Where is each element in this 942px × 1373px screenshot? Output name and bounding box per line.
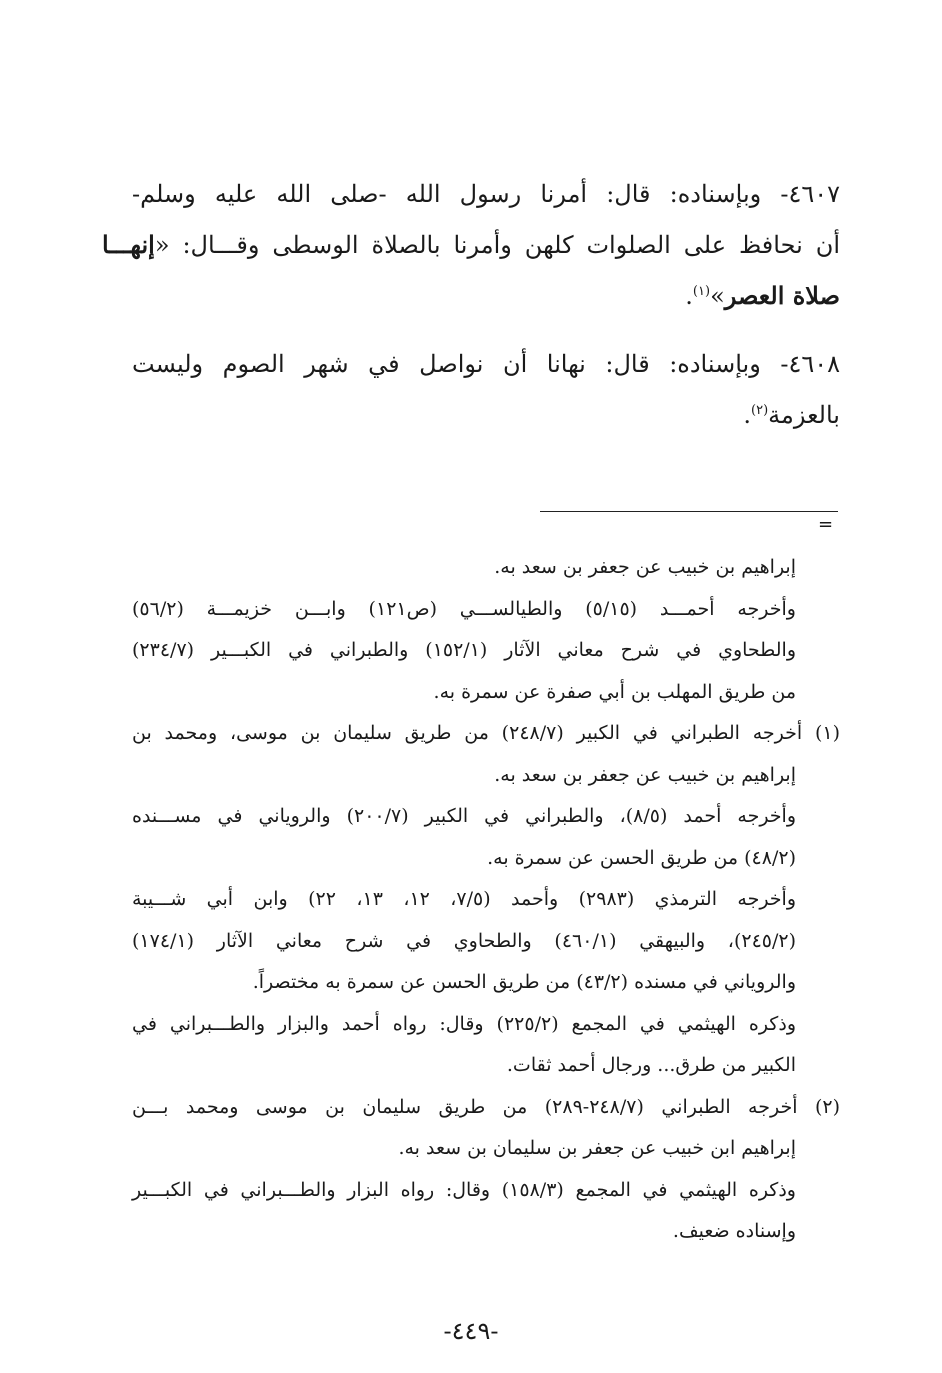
hadith-4607-quote-end: صلاة العصر <box>724 281 840 310</box>
hadith-4607-quote-start: إنهـــا <box>102 230 155 259</box>
hadith-4608-line-2 <box>743 401 840 429</box>
footnote-1-line-1: (١) أخرجه الطبراني في الكبير (٢٤٨/٧) من طريق سليمان بن موسى، ومحمد بن <box>132 722 841 744</box>
footnote-ref-2: (٢) <box>751 403 769 418</box>
footnote-continuation-marker: = <box>818 514 834 535</box>
footnote-1-line-5: وأخرجه الترمذي (٢٩٨٣) وأحمد (٧/٥، ١٢، ١٣، ٢٢) وابن أبي شـــيبة <box>132 888 797 910</box>
footnote-cont-line-2: وأخرجه أحمـــد (٥/١٥) والطيالســـي (ص١٢١) وابـــن خزيمـــة (٥٦/٢) <box>132 598 796 620</box>
footnote-2-line-1: (٢) أخرجه الطبراني (٢٤٨/٧-٢٨٩) من طريق سليمان بن موسى ومحمد بـــن <box>132 1096 840 1118</box>
footnote-2-line-4: وإسناده ضعيف. <box>672 1220 796 1242</box>
footnote-cont-line-3: والطحاوي في شرح معاني الآثار (١٥٢/١) والطبراني في الكبـــير (٢٣٤/٧) <box>132 639 796 661</box>
footnote-ref-1: (١) <box>692 284 711 299</box>
hadith-4608-line-2-text: بالعزمة <box>768 401 840 429</box>
hadith-4607-line-3 <box>685 281 840 310</box>
footnote-1-line-3: وأخرجه أحمد (٨/٥)، والطبراني في الكبير (٢٠٠/٧) والروياني في مســـنده <box>132 805 796 827</box>
hadith-4607-period: . <box>685 282 693 310</box>
footnote-cont-line-1: إبراهيم بن خبيب عن جعفر بن سعد به. <box>494 556 796 578</box>
hadith-4608-line-1: ٤٦٠٨- وبإسناده: قال: نهانا أن نواصل في شهر الصوم وليست <box>132 350 840 378</box>
footnote-cont-line-4: من طريق المهلب بن أبي صفرة عن سمرة به. <box>433 681 796 703</box>
hadith-4607-line-2 <box>102 230 840 259</box>
page-number: -٤٤٩- <box>443 1317 499 1345</box>
hadith-4607-line-2-text: أن نحافظ على الصلوات كلهن وأمرنا بالصلاة الوسطى وقـــال: « <box>154 231 840 259</box>
footnote-1-line-7: والروياني في مسنده (٤٣/٢) من طريق الحسن عن سمرة به مختصراً. <box>252 971 796 993</box>
footnote-1-line-6: (٢٤٥/٢)، والبيهقي (٤٦٠/١) والطحاوي في شرح معاني الآثار (١٧٤/١) <box>132 930 797 952</box>
hadith-4607-close-quote: » <box>710 282 725 310</box>
hadith-4607-line-1: ٤٦٠٧- وبإسناده: قال: أمرنا رسول الله -صلى الله عليه وسلم- <box>132 180 840 208</box>
footnote-2-line-3: وذكره الهيثمي في المجمع (١٥٨/٣) وقال: رواه البزار والطـــبراني في الكبـــير <box>132 1179 796 1201</box>
footnote-1-line-9: الكبير من طرق... ورجال أحمد ثقات. <box>506 1054 796 1076</box>
footnote-1-line-8: وذكره الهيثمي في المجمع (٢٢٥/٢) وقال: رواه أحمد والبزار والطـــبراني في <box>132 1013 796 1035</box>
footnote-2-line-2: إبراهيم ابن خبيب عن جعفر بن سليمان بن سعد به. <box>398 1137 796 1159</box>
hadith-4608-period: . <box>743 401 751 429</box>
footnote-1-line-2: إبراهيم بن خبيب عن جعفر بن سعد به. <box>494 764 796 786</box>
footnote-separator <box>540 511 838 512</box>
footnote-1-line-4: (٤٨/٢) من طريق الحسن عن سمرة به. <box>487 847 796 869</box>
